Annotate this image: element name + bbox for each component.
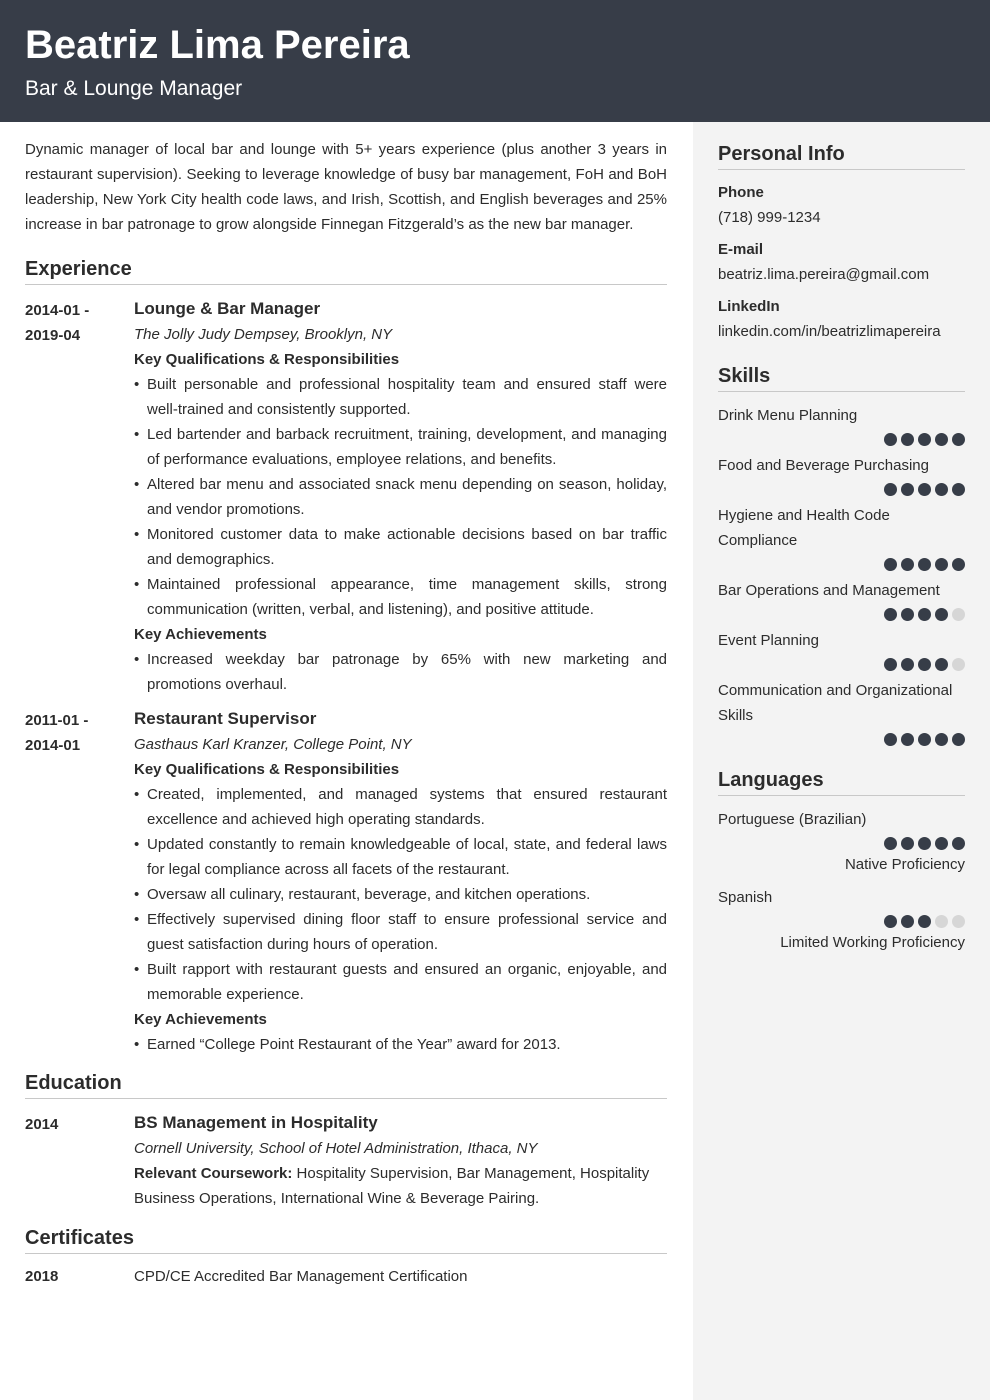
rating-dot-filled <box>901 483 914 496</box>
list-item: • Created, implemented, and managed systems that ensured restaurant excellence and achieved high operating standards. <box>134 782 667 832</box>
rating-dot-empty <box>935 915 948 928</box>
rating-dot-filled <box>952 483 965 496</box>
rating-dot-filled <box>918 837 931 850</box>
rating-dot-filled <box>901 658 914 671</box>
main-column <box>25 137 667 1303</box>
rating-dots <box>718 605 965 623</box>
rating-dot-filled <box>952 433 965 446</box>
list-item: • Effectively supervised dining floor staff to ensure professional service and guest satisfaction during hours of operation. <box>134 907 667 957</box>
education-date: 2014 <box>25 1116 59 1133</box>
language-name: Spanish <box>718 889 773 906</box>
phone-value: (718) 999-1234 <box>718 209 821 226</box>
list-item: • Earned “College Point Restaurant of the Year” award for 2013. <box>134 1032 667 1057</box>
skill-item <box>718 628 965 673</box>
rating-dot-filled <box>901 433 914 446</box>
rating-dot-filled <box>935 837 948 850</box>
skill-name: Hygiene and Health Code Compliance <box>718 507 890 549</box>
list-item: • Built personable and professional hospitality team and ensured staff were well-trained and consistently supported. <box>134 372 667 422</box>
rating-dot-filled <box>935 658 948 671</box>
rating-dot-filled <box>918 558 931 571</box>
skill-name: Communication and Organizational Skills <box>718 682 953 724</box>
languages-section <box>718 767 965 955</box>
responsibilities-heading: Key Qualifications & Responsibilities <box>134 761 400 778</box>
achievements-heading: Key Achievements <box>134 1011 267 1028</box>
email-label: E-mail <box>718 241 764 258</box>
rating-dot-filled <box>901 915 914 928</box>
rating-dot-empty <box>952 608 965 621</box>
rating-dot-filled <box>918 658 931 671</box>
achievements-list <box>134 1032 667 1057</box>
education-title: Education <box>25 1070 667 1099</box>
language-item <box>718 807 965 877</box>
skills-title: Skills <box>718 363 965 392</box>
rating-dot-filled <box>935 483 948 496</box>
certificates-title: Certificates <box>25 1225 667 1254</box>
rating-dot-filled <box>884 733 897 746</box>
coursework <box>134 1161 667 1211</box>
responsibilities-list <box>134 372 667 622</box>
rating-dot-filled <box>884 915 897 928</box>
job-entry <box>25 295 667 697</box>
rating-dot-filled <box>884 433 897 446</box>
rating-dots <box>718 912 965 930</box>
responsibilities-heading: Key Qualifications & Responsibilities <box>134 351 400 368</box>
achievements-list <box>134 647 667 697</box>
rating-dot-filled <box>884 837 897 850</box>
skill-item <box>718 678 965 748</box>
rating-dot-filled <box>952 837 965 850</box>
job-date-start: 2011-01 - <box>25 712 89 729</box>
experience-section <box>25 256 667 1057</box>
list-item: • Increased weekday bar patronage by 65% with new marketing and promotions overhaul. <box>134 647 667 697</box>
job-title: Lounge & Bar Manager <box>134 299 321 318</box>
job-entry <box>25 705 667 1057</box>
personal-info-section <box>718 141 965 344</box>
rating-dot-filled <box>918 915 931 928</box>
rating-dot-filled <box>935 733 948 746</box>
skill-name: Event Planning <box>718 632 819 649</box>
rating-dot-filled <box>935 558 948 571</box>
job-company: The Jolly Judy Dempsey, Brooklyn, NY <box>134 326 393 343</box>
skill-item <box>718 503 965 573</box>
languages-list <box>718 807 965 955</box>
rating-dots <box>718 655 965 673</box>
candidate-name: Beatriz Lima Pereira <box>25 23 410 67</box>
coursework-label: Relevant Coursework: <box>134 1165 293 1182</box>
rating-dot-filled <box>935 433 948 446</box>
rating-dot-filled <box>918 433 931 446</box>
achievements-heading: Key Achievements <box>134 626 267 643</box>
linkedin-value: linkedin.com/in/beatrizlimapereira <box>718 323 941 340</box>
list-item: • Altered bar menu and associated snack menu depending on season, holiday, and vendor promotions. <box>134 472 667 522</box>
rating-dot-filled <box>901 837 914 850</box>
rating-dot-filled <box>935 608 948 621</box>
school-name: Cornell University, School of Hotel Administration, Ithaca, NY <box>134 1140 538 1157</box>
phone-label: Phone <box>718 184 764 201</box>
linkedin-label: LinkedIn <box>718 298 780 315</box>
rating-dot-filled <box>918 608 931 621</box>
certificate-entry <box>25 1264 667 1289</box>
education-section <box>25 1070 667 1211</box>
candidate-role: Bar & Lounge Manager <box>25 77 243 100</box>
rating-dots <box>718 834 965 852</box>
resume-header <box>0 0 990 122</box>
degree-title: BS Management in Hospitality <box>134 1113 378 1132</box>
language-proficiency: Native Proficiency <box>844 856 965 873</box>
job-company: Gasthaus Karl Kranzer, College Point, NY <box>134 736 412 753</box>
rating-dot-filled <box>901 733 914 746</box>
skill-item <box>718 453 965 498</box>
language-proficiency: Limited Working Proficiency <box>780 934 965 951</box>
job-title: Restaurant Supervisor <box>134 709 317 728</box>
rating-dot-filled <box>884 658 897 671</box>
rating-dot-filled <box>952 558 965 571</box>
coursework-text: Hospitality Supervision, Bar Management, Hospitality Business Operations, International Wine & Beverage Pairing. <box>134 1165 650 1207</box>
skill-name: Drink Menu Planning <box>718 407 858 424</box>
rating-dot-empty <box>952 658 965 671</box>
profile-summary: Dynamic manager of local bar and lounge with 5+ years experience (plus another 3 years in restaurant supervision). Seeking to leverage knowledge of busy bar management, FoH and BoH leadership, New York City health code laws, and Irish, Scottish, and English beverages and 25% increase in bar patronage to grow alongside Finnegan Fitzgerald’s as the new bar manager. <box>25 141 667 233</box>
skill-item <box>718 578 965 623</box>
rating-dots <box>718 430 965 448</box>
list-item: • Built rapport with restaurant guests and ensured an organic, enjoyable, and memorable experience. <box>134 957 667 1007</box>
certificate-name: CPD/CE Accredited Bar Management Certification <box>134 1268 468 1285</box>
skill-name: Bar Operations and Management <box>718 582 940 599</box>
rating-dot-filled <box>952 733 965 746</box>
skill-item <box>718 403 965 448</box>
skill-name: Food and Beverage Purchasing <box>718 457 929 474</box>
certificates-section <box>25 1225 667 1289</box>
rating-dots <box>718 555 965 573</box>
personal-info-title: Personal Info <box>718 141 965 170</box>
rating-dot-filled <box>884 483 897 496</box>
certificate-date: 2018 <box>25 1268 59 1285</box>
responsibilities-list <box>134 782 667 1007</box>
job-date <box>25 705 134 1057</box>
list-item: • Updated constantly to remain knowledgeable of local, state, and federal laws for legal compliance across all facets of the restaurant. <box>134 832 667 882</box>
language-name: Portuguese (Brazilian) <box>718 811 867 828</box>
rating-dots <box>718 730 965 748</box>
rating-dot-filled <box>918 483 931 496</box>
list-item: • Maintained professional appearance, time management skills, strong communication (written, verbal, and listening), and positive attitude. <box>134 572 667 622</box>
job-date-end: 2014-01 <box>25 737 81 754</box>
job-date-start: 2014-01 - <box>25 302 90 319</box>
email-value: beatriz.lima.pereira@gmail.com <box>718 266 930 283</box>
list-item: • Oversaw all culinary, restaurant, beverage, and kitchen operations. <box>134 882 667 907</box>
language-item <box>718 885 965 955</box>
rating-dot-filled <box>901 608 914 621</box>
job-date-end: 2019-04 <box>25 327 81 344</box>
rating-dot-filled <box>884 608 897 621</box>
list-item: • Monitored customer data to make actionable decisions based on bar traffic and demographics. <box>134 522 667 572</box>
job-date <box>25 295 134 697</box>
rating-dot-filled <box>918 733 931 746</box>
rating-dots <box>718 480 965 498</box>
list-item: • Led bartender and barback recruitment, training, development, and managing of performance evaluations, employee relations, and benefits. <box>134 422 667 472</box>
skills-section <box>718 363 965 748</box>
rating-dot-filled <box>901 558 914 571</box>
experience-title: Experience <box>25 256 667 285</box>
skills-list <box>718 403 965 748</box>
education-entry <box>25 1109 667 1211</box>
sidebar <box>718 141 965 974</box>
rating-dot-empty <box>952 915 965 928</box>
rating-dot-filled <box>884 558 897 571</box>
languages-title: Languages <box>718 767 965 796</box>
